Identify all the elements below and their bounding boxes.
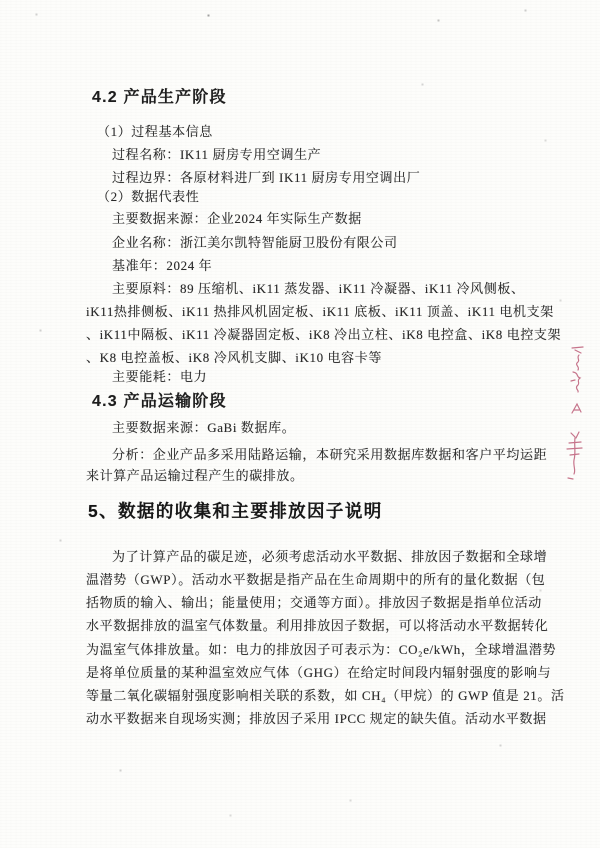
materials-line-1: 主要原料：89 压缩机、iK11 蒸发器、iK11 冷凝器、iK11 冷风侧板、	[112, 281, 525, 296]
process-name-line: 过程名称：IK11 厨房专用空调生产	[112, 147, 322, 162]
analysis-line-1: 分析：企业产品多采用陆路运输，本研究采用数据库数据和客户平均运距	[112, 447, 548, 462]
body-paragraph-line-1: 为了计算产品的碳足迹，必须考虑活动水平数据、排放因子数据和全球增	[112, 549, 548, 564]
body-paragraph-line-6: 是将单位质量的某种温室效应气体（GHG）在给定时间段内辐射强度的影响与	[86, 665, 552, 680]
company-name-line: 企业名称：浙江美尔凯特智能厨卫股份有限公司	[112, 235, 398, 250]
materials-line-4: 、K8 电控盖板、iK8 冷风机支脚、iK10 电容卡等	[86, 350, 382, 365]
red-ink-mark-top	[567, 345, 589, 395]
transport-data-source-line: 主要数据来源：GaBi 数据库。	[112, 420, 296, 435]
item-1-label: （1）过程基本信息	[97, 124, 213, 139]
materials-line-3: 、iK11中隔板、iK11 冷凝器固定板、iK8 冷出立柱、iK8 电控盒、iK8 电控支架	[86, 327, 562, 342]
body-paragraph-line-8: 动水平数据来自现场实测；排放因子采用 IPCC 规定的缺失值。活动水平数据	[86, 711, 547, 726]
main-energy-line: 主要能耗：电力	[112, 369, 208, 384]
section-4-2-heading: 4.2 产品生产阶段	[92, 89, 227, 106]
body-paragraph-line-4: 水平数据排放的温室气体数量。利用排放因子数据，可以将活动水平数据转化	[86, 618, 549, 633]
section-4-3-heading: 4.3 产品运输阶段	[92, 393, 227, 410]
item-2-label: （2）数据代表性	[97, 189, 200, 204]
main-data-source-line: 主要数据来源：企业2024 年实际生产数据	[112, 211, 362, 226]
red-ink-mark-caret	[570, 402, 584, 416]
body-paragraph-line-7: 等量二氧化碳辐射强度影响相关联的系数，如 CH₄（甲烷）的 GWP 值是 21。活	[86, 688, 565, 703]
base-year-line: 基准年：2024 年	[112, 258, 213, 273]
body-paragraph-line-3: 括物质的输入、输出；能量使用；交通等方面）。排放因子数据是指单位活动	[86, 595, 542, 610]
process-boundary-line: 过程边界：各原材料进厂到 IK11 厨房专用空调出厂	[112, 170, 421, 185]
red-ink-mark-bottom	[561, 429, 587, 483]
body-paragraph-line-2: 温潜势（GWP）。活动水平数据是指产品在生命周期中的所有的量化数据（包	[86, 572, 546, 587]
analysis-line-2: 来计算产品运输过程产生的碳排放。	[86, 468, 304, 483]
section-5-heading: 5、数据的收集和主要排放因子说明	[88, 501, 383, 521]
scan-noise-speckles	[0, 0, 1, 1]
materials-line-2: iK11热排侧板、iK11 热排风机固定板、iK11 底板、iK11 顶盖、iK11 电机支架	[86, 304, 554, 319]
body-paragraph-line-5: 为温室气体排放量。如：电力的排放因子可表示为：CO₂e/kWh，全球增温潜势	[86, 642, 557, 657]
